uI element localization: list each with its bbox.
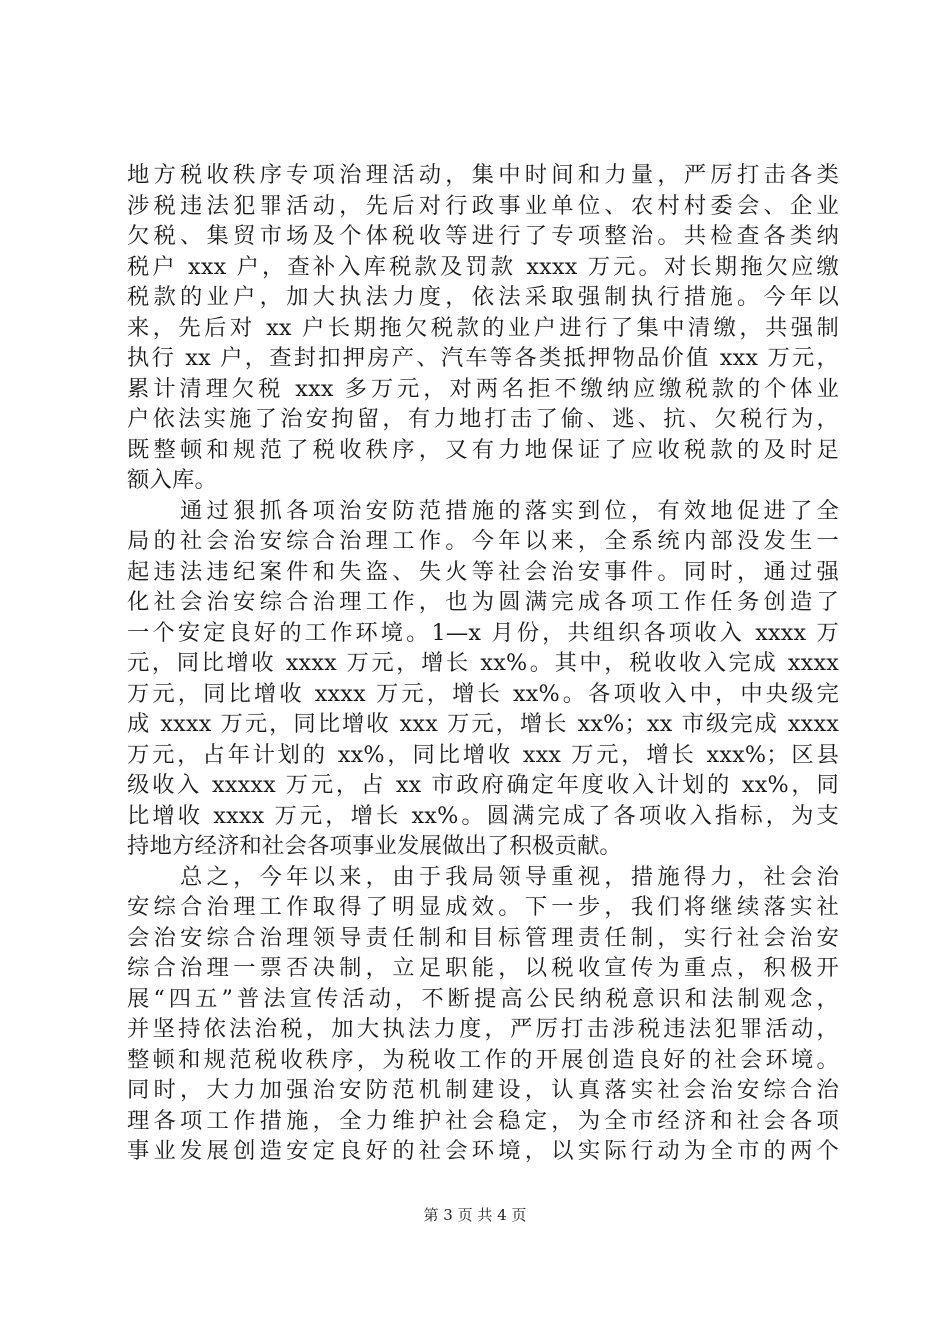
text-line: 户依法实施了治安拘留，有力地打击了偷、逃、抗、欠税行为， bbox=[127, 406, 839, 432]
text-line: 累计清理欠税 xxx 多万元，对两名拒不缴纳应缴税款的个体业 bbox=[127, 375, 839, 402]
text-line: 通过狠抓各项治安防范措施的落实到位，有效地促进了全 bbox=[127, 497, 839, 524]
text-line: 展“四五”普法宣传活动，不断提高公民纳税意识和法制观念， bbox=[127, 985, 839, 1012]
text-line: 综合治理一票否决制，立足职能，以税收宣传为重点，积极开 bbox=[127, 955, 839, 981]
text-line: 持地方经济和社会各项事业发展做出了积极贡献。 bbox=[127, 833, 622, 859]
text-line: 万元，同比增收 xxxx 万元，增长 xx%。各项收入中，中央级完 bbox=[127, 680, 839, 707]
text-line: 既整顿和规范了税收秩序，又有力地保证了应收税款的及时足 bbox=[127, 436, 839, 463]
text-line: 总之，今年以来，由于我局领导重视，措施得力，社会治 bbox=[127, 863, 839, 890]
page-footer bbox=[0, 1205, 950, 1225]
text-line: 额入库。 bbox=[127, 467, 217, 493]
text-line: 起违法违纪案件和失盗、失火等社会治安事件。同时，通过强 bbox=[127, 558, 839, 585]
text-line: 税款的业户，加大执法力度，依法采取强制执行措施。今年以 bbox=[127, 284, 839, 310]
text-line: 同时，大力加强治安防范机制建设，认真落实社会治安综合治 bbox=[127, 1077, 839, 1103]
text-line: 欠税、集贸市场及个体税收等进行了专项整治。共检查各类纳 bbox=[127, 223, 839, 249]
text-line: 涉税违法犯罪活动，先后对行政事业单位、农村村委会、企业 bbox=[127, 192, 839, 219]
text-line: 安综合治理工作取得了明显成效。下一步，我们将继续落实社 bbox=[127, 894, 839, 920]
text-line: 一个安定良好的工作环境。1—x 月份，共组织各项收入 xxxx 万 bbox=[127, 619, 839, 646]
text-line: 来，先后对 xx 户长期拖欠税款的业户进行了集中清缴，共强制 bbox=[127, 314, 839, 341]
document-body bbox=[127, 160, 839, 1167]
text-line: 局的社会治安综合治理工作。今年以来，全系统内部没发生一 bbox=[127, 528, 839, 554]
text-line: 地方税收秩序专项治理活动，集中时间和力量，严厉打击各类 bbox=[127, 162, 839, 188]
text-line: 比增收 xxxx 万元，增长 xx%。圆满完成了各项收入指标，为支 bbox=[127, 802, 839, 829]
text-line: 整顿和规范税收秩序，为税收工作的开展创造良好的社会环境。 bbox=[127, 1046, 839, 1073]
text-line: 税户 xxx 户，查补入库税款及罚款 xxxx 万元。对长期拖欠应缴 bbox=[127, 253, 839, 280]
page-number-label: 第 3 页 共 4 页 bbox=[423, 1206, 527, 1224]
text-line: 元，同比增收 xxxx 万元，增长 xx%。其中，税收收入完成 xxxx bbox=[127, 650, 839, 676]
text-line: 理各项工作措施，全力维护社会稳定，为全市经济和社会各项 bbox=[127, 1107, 839, 1134]
text-line: 执行 xx 户，查封扣押房产、汽车等各类抵押物品价值 xxx 万元， bbox=[127, 345, 839, 371]
text-line: 万元，占年计划的 xx%，同比增收 xxx 万元，增长 xxx%；区县 bbox=[127, 741, 839, 768]
text-line: 事业发展创造安定良好的社会环境，以实际行动为全市的两个 bbox=[127, 1138, 839, 1164]
text-line: 并坚持依法治税，加大执法力度，严厉打击涉税违法犯罪活动， bbox=[127, 1016, 839, 1042]
text-line: 级收入 xxxxx 万元，占 xx 市政府确定年度收入计划的 xx%，同 bbox=[127, 772, 839, 798]
text-line: 成 xxxx 万元，同比增收 xxx 万元，增长 xx%；xx 市级完成 xxxx bbox=[127, 711, 839, 737]
text-line: 化社会治安综合治理工作，也为圆满完成各项工作任务创造了 bbox=[127, 589, 839, 615]
text-line: 会治安综合治理领导责任制和目标管理责任制，实行社会治安 bbox=[127, 924, 839, 951]
